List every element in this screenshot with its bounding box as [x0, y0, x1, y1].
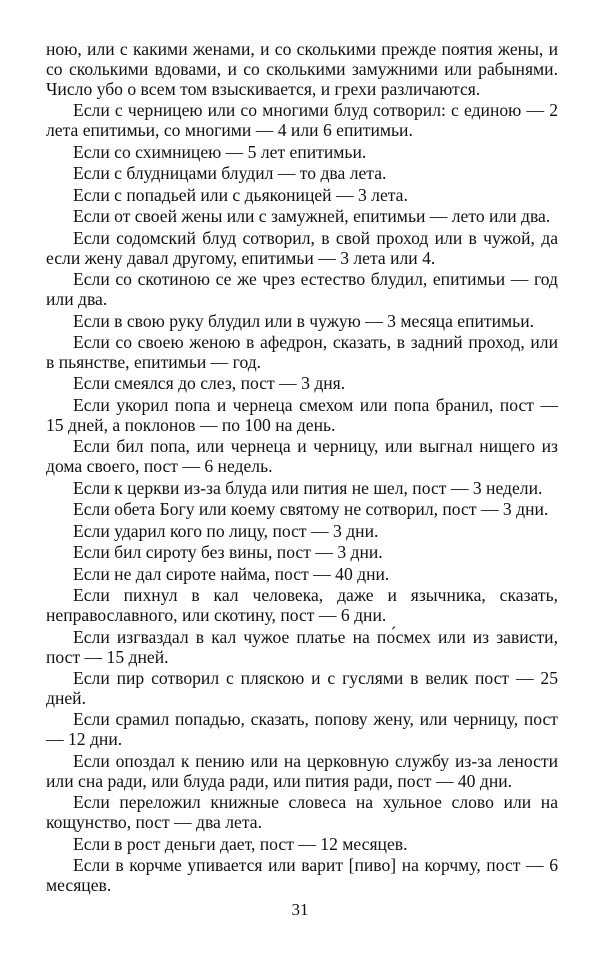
paragraph: Если с блудницами блудил — то два лета.: [73, 163, 387, 184]
paragraph: Если опоздал к пению или на церковную службу из-за лености или сна ради, или блуда ради, или пития ради, пост — 40 дни.: [46, 750, 558, 791]
paragraph: Если переложил книжные словеса на хульное слово или на кощунство, пост — два лета.: [46, 792, 558, 833]
paragraph: Если в корчме упивается или варит [пиво] на корчму, пост — 6 месяцев.: [46, 855, 558, 896]
paragraph-continuation: ною, или с какими женами, и со сколькими прежде поятия жены, и со сколькими вдовами, и со сколькими замужними или рабынями. Число убо о всем том взыскивается, и грехи различаются.: [46, 39, 558, 99]
paragraph: Если к церкви из-за блуда или пития не шел, пост — 3 недели.: [73, 477, 543, 498]
page-body: [46, 40, 558, 898]
paragraph: Если от своей жены или с замужней, епитимьи — лето или два.: [73, 206, 551, 227]
paragraph: Если в рост деньги дает, пост — 12 месяцев.: [73, 833, 408, 854]
paragraph: Если с попадьей или с дьяконицей — 3 лета.: [73, 184, 408, 205]
paragraph: Если со схимницею — 5 лет епитимьи.: [73, 141, 367, 162]
paragraph: Если ударил кого по лицу, пост — 3 дни.: [73, 520, 379, 541]
paragraph: Если смеялся до слез, пост — 3 дня.: [73, 373, 346, 394]
paragraph: Если изгваздал в кал чужое платье на по́смех или из зависти, пост — 15 дней.: [46, 626, 558, 667]
paragraph: Если укорил попа и чернеца смехом или попа бранил, пост — 15 дней, а поклонов — по 100 на день.: [46, 394, 558, 435]
paragraph: Если содомский блуд сотворил, в свой проход или в чужой, да если жену давал другому, епитимьи — 3 лета или 4.: [46, 227, 558, 268]
paragraph: Если не дал сироте найма, пост — 40 дни.: [73, 563, 390, 584]
page-number: 31: [291, 900, 309, 919]
paragraph: Если бил попа, или чернеца и черницу, или выгнал нищего из дома своего, пост — 6 недель.: [46, 436, 558, 477]
paragraph: Если пихнул в кал человека, даже и язычника, сказать, неправославного, или скотину, пост — 6 дни.: [46, 585, 558, 626]
paragraph: Если бил сироту без вины, пост — 3 дни.: [73, 542, 383, 563]
paragraph: Если срамил попадью, сказать, попову жену, или черницу, пост — 12 дни.: [46, 709, 558, 750]
paragraph: Если с черницею или со многими блуд сотворил: с единою — 2 лета епитимьи, со многими — 4 или 6 епитимьи.: [46, 100, 558, 141]
paragraph: Если в свою руку блудил или в чужую — 3 месяца епитимьи.: [73, 310, 535, 331]
paragraph: Если со скотиною се же чрез естество блудил, епитимьи — год или два.: [46, 269, 558, 310]
paragraph: Если пир сотворил с пляскою и с гуслями в велик пост — 25 дней.: [46, 668, 558, 708]
paragraph: Если обета Богу или коему святому не сотворил, пост — 3 дни.: [73, 499, 549, 520]
paragraph: Если со своею женою в афедрон, сказать, в задний проход, или в пьянстве, епитимьи — год.: [46, 332, 558, 372]
